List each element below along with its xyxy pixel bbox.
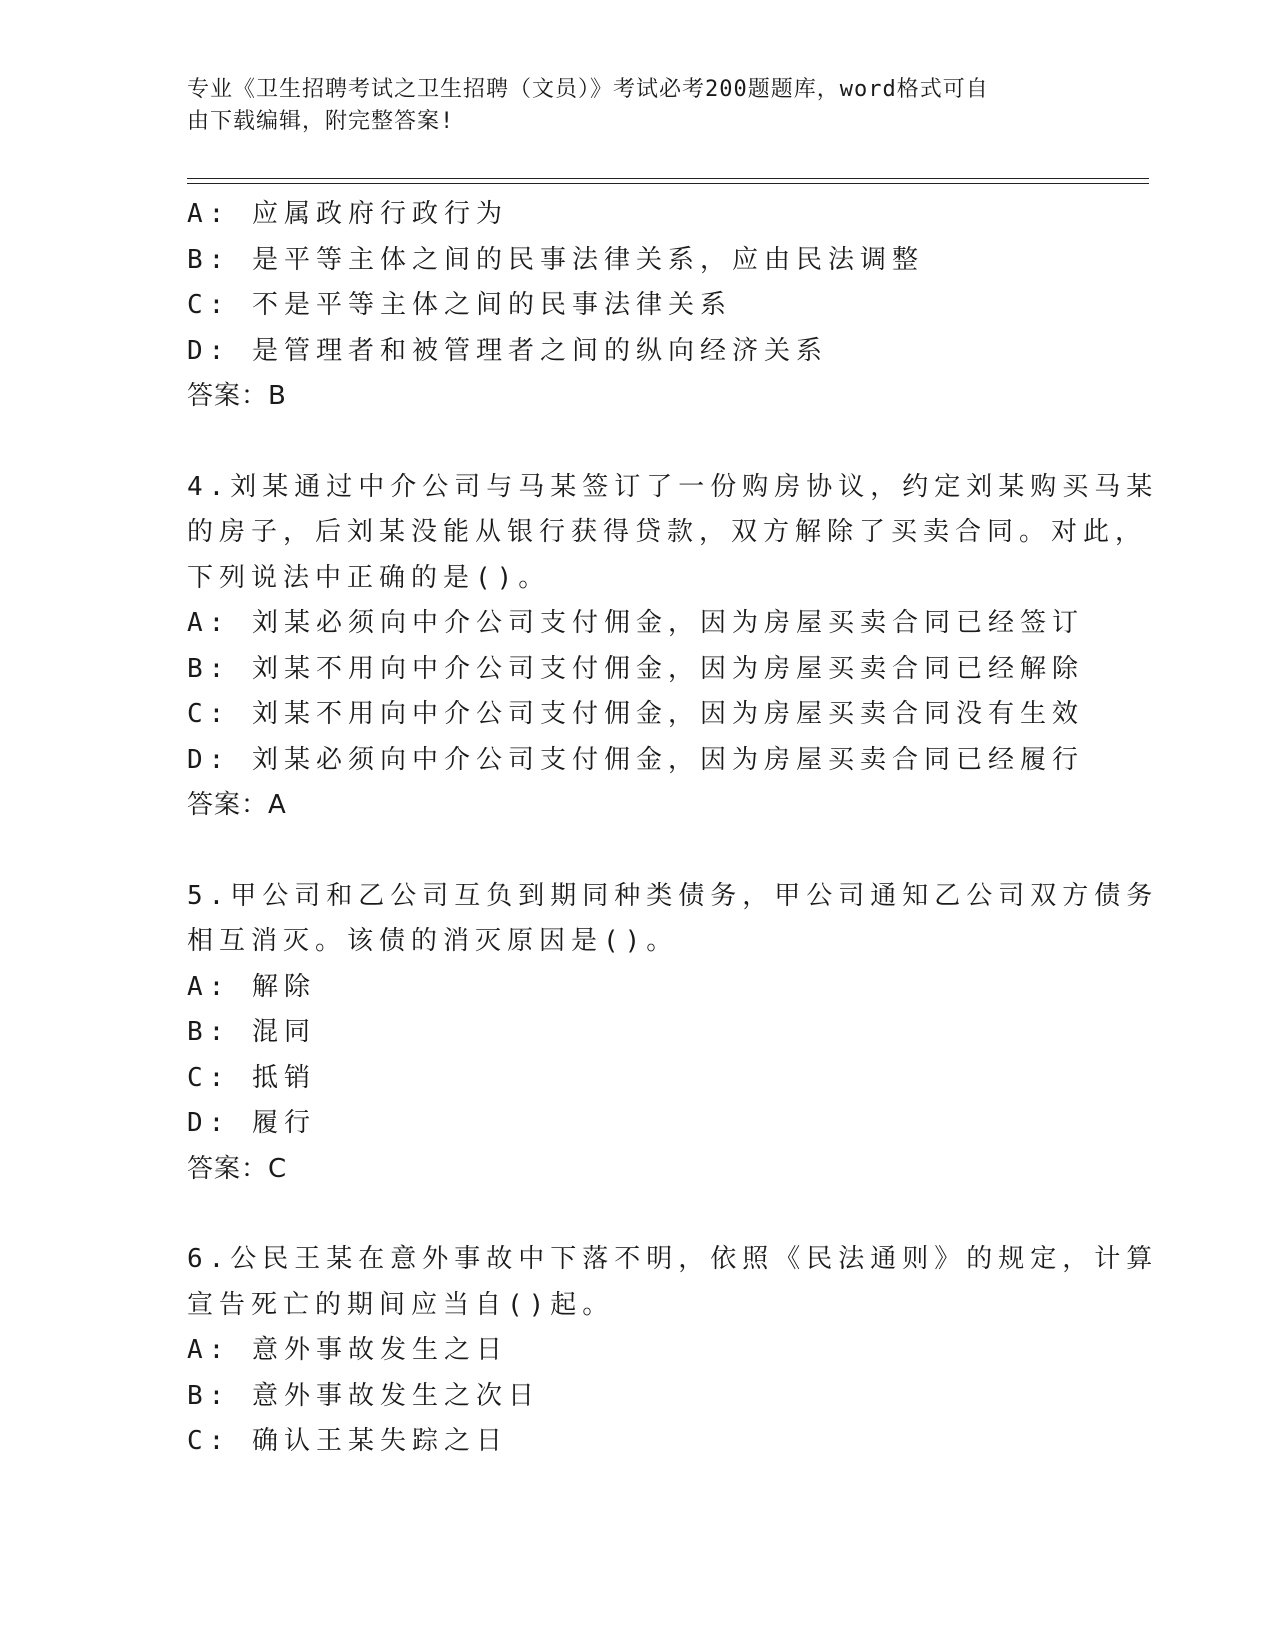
option-d: D: 是管理者和被管理者之间的纵向经济关系: [187, 335, 828, 366]
question-list: [187, 192, 1159, 1465]
document-header: [187, 74, 1067, 138]
option-a: A: 解除: [187, 971, 316, 1002]
question-stem-line: 的房子，后刘某没能从银行获得贷款，双方解除了买卖合同。对此，: [187, 517, 1148, 547]
option-c: C: 不是平等主体之间的民事法律关系: [187, 290, 732, 320]
option-b: B: 意外事故发生之次日: [187, 1380, 540, 1411]
question-4: [187, 465, 1159, 829]
header-line-1: 专业《卫生招聘考试之卫生招聘（文员）》考试必考200题题库，word格式可自: [187, 77, 989, 102]
question-stem-line: 相互消灭。该债的消灭原因是()。: [187, 926, 679, 956]
question-stem-line: 4.刘某通过中介公司与马某签订了一份购房协议，约定刘某购买马某: [187, 471, 1159, 502]
option-c: C: 抵销: [187, 1062, 316, 1093]
question-6: [187, 1237, 1159, 1465]
answer-line: 答案：B: [187, 381, 287, 411]
question-stem-line: 下列说法中正确的是()。: [187, 562, 551, 593]
question-3-partial: [187, 192, 1067, 420]
option-a: A: 应属政府行政行为: [187, 199, 508, 229]
question-stem-line: 宣告死亡的期间应当自()起。: [187, 1289, 615, 1320]
option-c: C: 刘某不用向中介公司支付佣金，因为房屋买卖合同没有生效: [187, 699, 1084, 729]
option-a: A: 意外事故发生之日: [187, 1335, 508, 1365]
option-b: B: 是平等主体之间的民事法律关系，应由民法调整: [187, 244, 924, 275]
question-5: [187, 874, 1159, 1193]
header-divider: [187, 178, 1149, 184]
answer-line: 答案：C: [187, 1153, 288, 1184]
header-line-2: 由下载编辑，附完整答案!: [187, 109, 455, 134]
option-c: C: 确认王某失踪之日: [187, 1426, 508, 1456]
option-a: A: 刘某必须向中介公司支付佣金，因为房屋买卖合同已经签订: [187, 608, 1084, 638]
option-d: D: 履行: [187, 1108, 316, 1138]
question-stem-line: 6.公民王某在意外事故中下落不明，依照《民法通则》的规定，计算: [187, 1244, 1159, 1274]
option-d: D: 刘某必须向中介公司支付佣金，因为房屋买卖合同已经履行: [187, 744, 1084, 775]
option-b: B: 混同: [187, 1017, 316, 1047]
question-stem-line: 5.甲公司和乙公司互负到期同种类债务，甲公司通知乙公司双方债务: [187, 880, 1159, 911]
answer-line: 答案：A: [187, 790, 287, 820]
option-b: B: 刘某不用向中介公司支付佣金，因为房屋买卖合同已经解除: [187, 653, 1084, 684]
